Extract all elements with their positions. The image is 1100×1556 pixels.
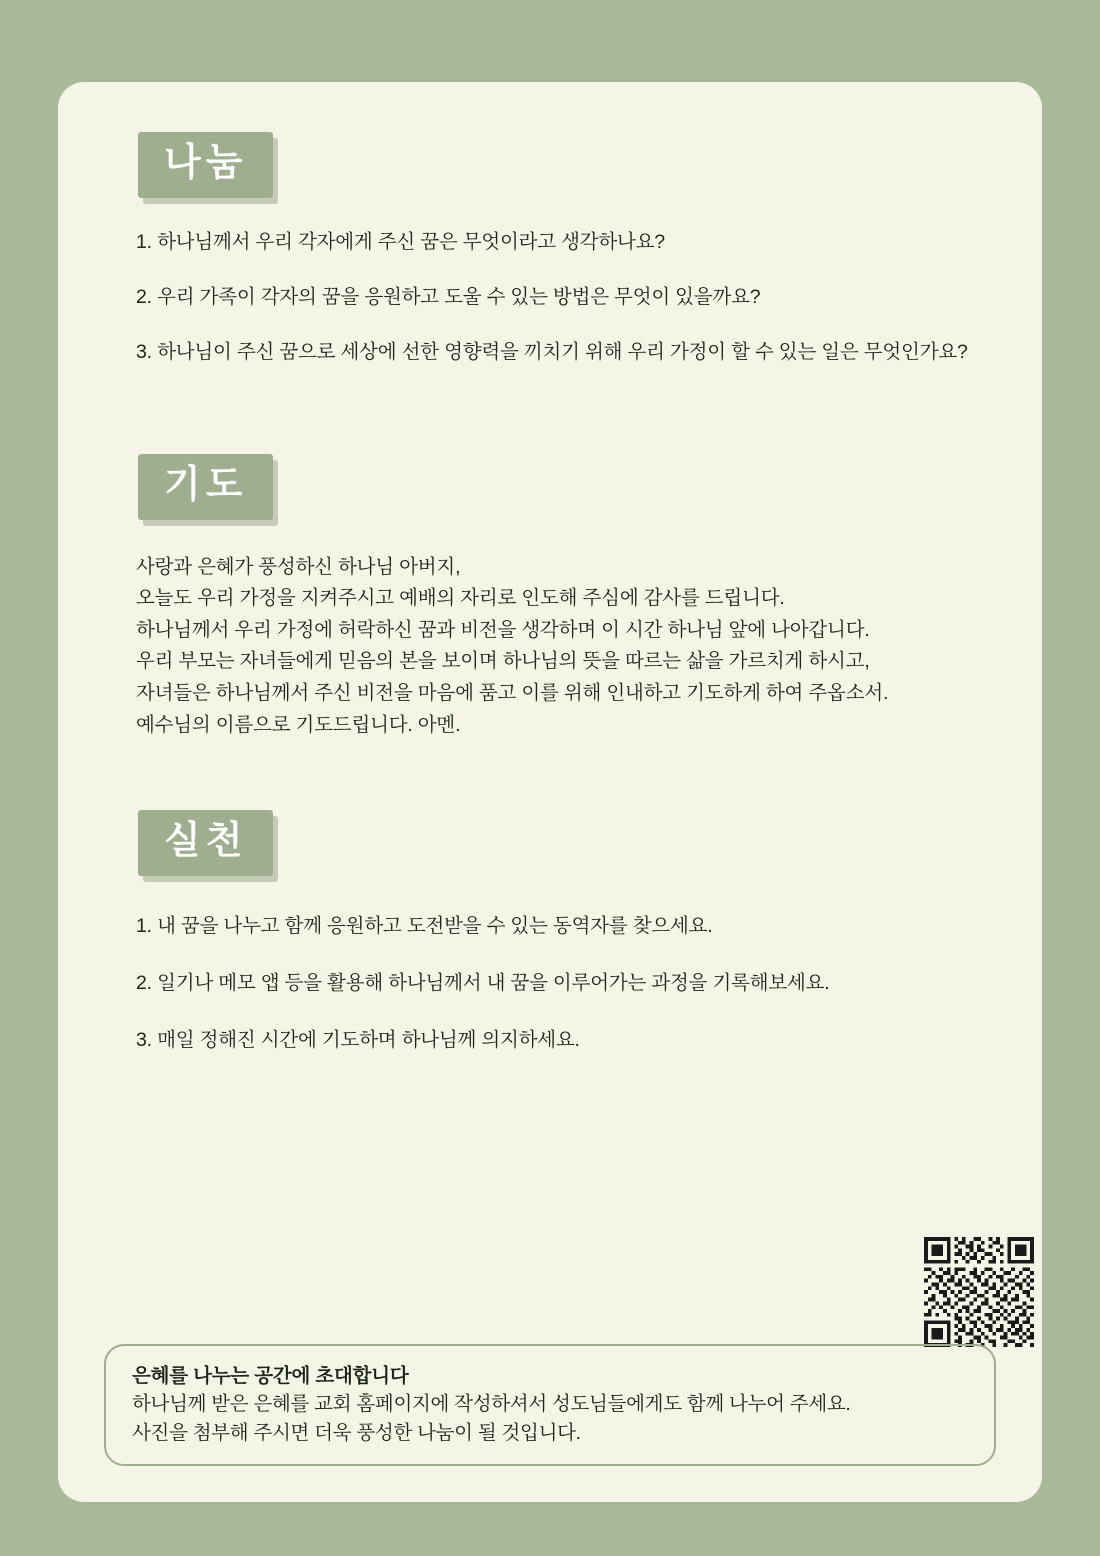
section-nanum-tag: 나눔 [138, 132, 273, 198]
prayer-line: 하나님께서 우리 가정에 허락하신 꿈과 비전을 생각하며 이 시간 하나님 앞에 나아갑니다. [136, 618, 870, 641]
prayer-line: 오늘도 우리 가정을 지켜주시고 예배의 자리로 인도해 주심에 감사를 드립니다. [136, 587, 785, 610]
section-gido-tag-wrap [138, 454, 1002, 520]
invite-box [104, 1344, 996, 1466]
section-silcheon-tag-wrap [138, 810, 1002, 876]
section-silcheon [98, 810, 1002, 1083]
worship-guide-card [58, 82, 1042, 1502]
list-item: 2. 우리 가족이 각자의 꿈을 응원하고 도울 수 있는 방법은 무엇이 있을까요? [136, 285, 761, 308]
list-item: 3. 하나님이 주신 꿈으로 세상에 선한 영향력을 끼치기 위해 우리 가정이 할 수 있는 일은 무엇인가요? [136, 341, 968, 364]
section-nanum-tag-wrap [138, 132, 1002, 198]
section-gido [98, 454, 1002, 741]
prayer-line: 우리 부모는 자녀들에게 믿음의 본을 보이며 하나님의 뜻을 따르는 삶을 가르치게 하시고, [136, 650, 870, 673]
list-item: 1. 하나님께서 우리 각자에게 주신 꿈은 무엇이라고 생각하나요? [136, 230, 665, 253]
list-item: 3. 매일 정해진 시간에 기도하며 하나님께 의지하세요. [136, 1029, 580, 1052]
section-gido-tag: 기도 [138, 454, 273, 520]
prayer-text [136, 552, 972, 741]
prayer-line: 자녀들은 하나님께서 주신 비전을 마음에 품고 이를 위해 인내하고 기도하게 하여 주옵소서. [136, 682, 889, 704]
invite-title: 은혜를 나누는 공간에 초대합니다 [132, 1365, 409, 1387]
section-silcheon-tag: 실천 [138, 810, 273, 876]
invite-line-2: 사진을 첨부해 주시면 더욱 풍성한 나눔이 될 것입니다. [132, 1421, 581, 1444]
practice-list [136, 912, 972, 1056]
qr-code-icon[interactable] [924, 1237, 1034, 1347]
list-item: 1. 내 꿈을 나누고 함께 응원하고 도전받을 수 있는 동역자를 찾으세요. [136, 914, 713, 937]
section-nanum [98, 132, 1002, 393]
invite-line-1: 하나님께 받은 은혜를 교회 홈페이지에 작성하셔서 성도님들에게도 함께 나누어 주세요. [132, 1393, 851, 1416]
prayer-line: 사랑과 은혜가 풍성하신 하나님 아버지, [136, 555, 461, 578]
list-item: 2. 일기나 메모 앱 등을 활용해 하나님께서 내 꿈을 이루어가는 과정을 기록해보세요. [136, 971, 830, 994]
nanum-question-list [136, 228, 972, 368]
prayer-line: 예수님의 이름으로 기도드립니다. 아멘. [136, 713, 461, 736]
